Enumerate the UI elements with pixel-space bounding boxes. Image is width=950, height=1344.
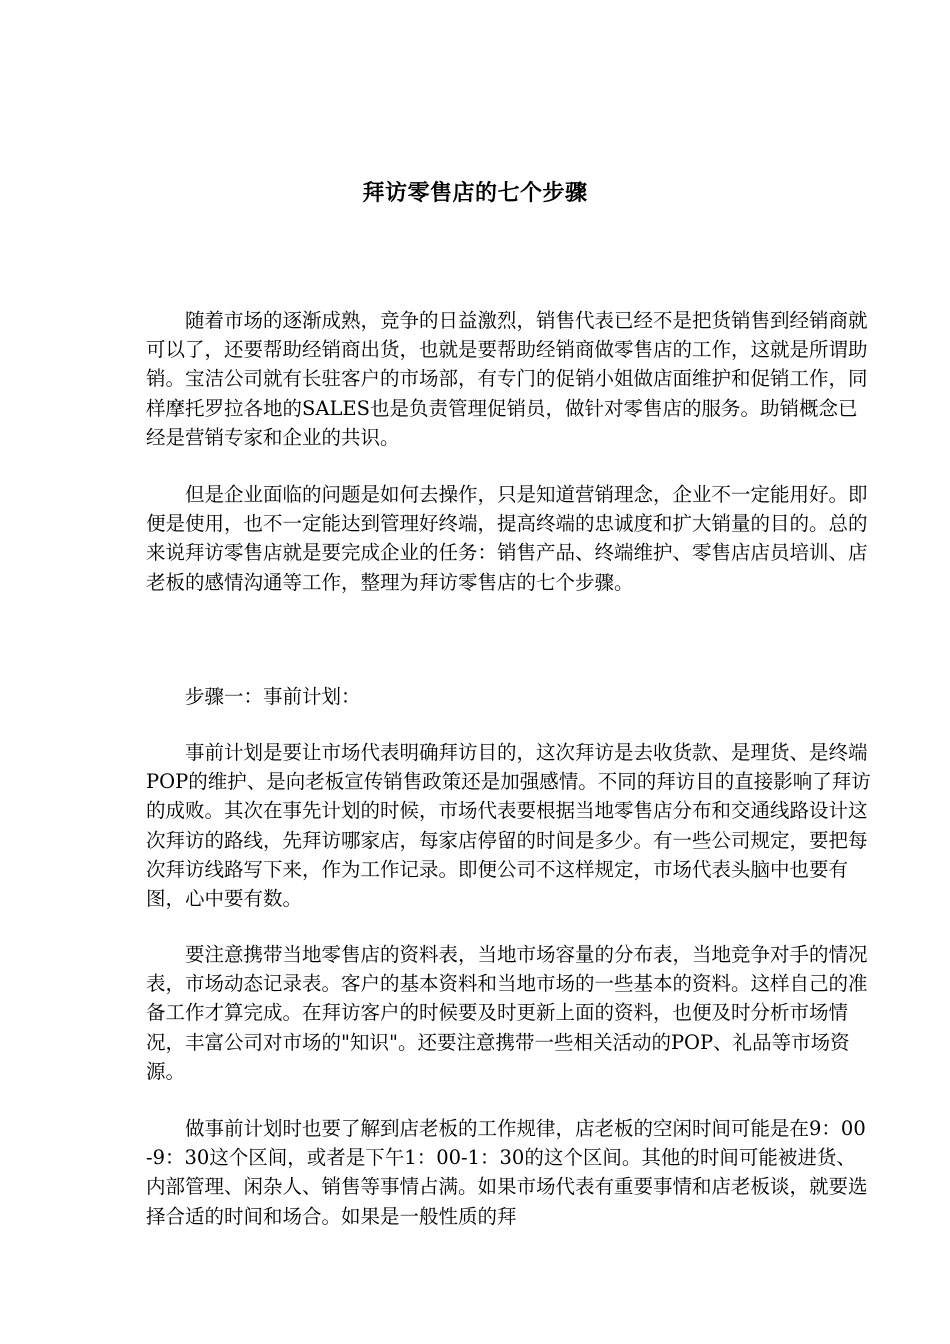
step1-paragraph-1: 事前计划是要让市场代表明确拜访目的，这次拜访是去收货款、是理货、是终端POP的维护、是向老板宣传销售政策还是加强感情。不同的拜访目的直接影响了拜访的成败。其次在事先计划的时候，市场代表要根据当地零售店分布和交通线路设计这次拜访的路线，先拜访哪家店，每家店停留的时间是多少。有一些公司规定，要把每次拜访线路写下来，作为工作记录。即便公司不这样规定，市场代表头脑中也要有图，心中要有数。 bbox=[146, 741, 871, 911]
intro-paragraph-1: 随着市场的逐渐成熟，竞争的日益激烈，销售代表已经不是把货销售到经销商就可以了，还要帮助经销商出货，也就是要帮助经销商做零售店的工作，这就是所谓助销。宝洁公司就有长驻客户的市场部，有专门的促销小姐做店面维护和促销工作，同样摩托罗拉各地的SALES也是负责管理促销员，做针对零售店的服务。助销概念已经是营销专家和企业的共识。 bbox=[146, 309, 868, 449]
step1-heading: 步骤一：事前计划： bbox=[185, 685, 361, 708]
step1-paragraph-2: 要注意携带当地零售店的资料表，当地市场容量的分布表，当地竞争对手的情况表，市场动态记录表。客户的基本资料和当地市场的一些基本的资料。这样自己的准备工作才算完成。在拜访客户的时候要及时更新上面的资料，也便及时分析市场情况，丰富公司对市场的"知识"。还要注意携带一些相关活动的POP、礼品等市场资源。 bbox=[146, 943, 868, 1083]
step1-paragraph-3: 做事前计划时也要了解到店老板的工作规律，店老板的空闲时间可能是在9：00-9：30这个区间，或者是下午1：00-1：30的这个区间。其他的时间可能被进货、内部管理、闲杂人、销售等事情占满。如果市场代表有重要事情和店老板谈，就要选择合适的时间和场合。如果是一般性质的拜 bbox=[146, 1117, 868, 1228]
intro-paragraph-2: 但是企业面临的问题是如何去操作，只是知道营销理念，企业不一定能用好。即便是使用，也不一定能达到管理好终端，提高终端的忠诚度和扩大销量的目的。总的来说拜访零售店就是要完成企业的任务：销售产品、终端维护、零售店店员培训、店老板的感情沟通等工作，整理为拜访零售店的七个步骤。 bbox=[146, 483, 868, 594]
document-title: 拜访零售店的七个步骤 bbox=[362, 180, 588, 206]
